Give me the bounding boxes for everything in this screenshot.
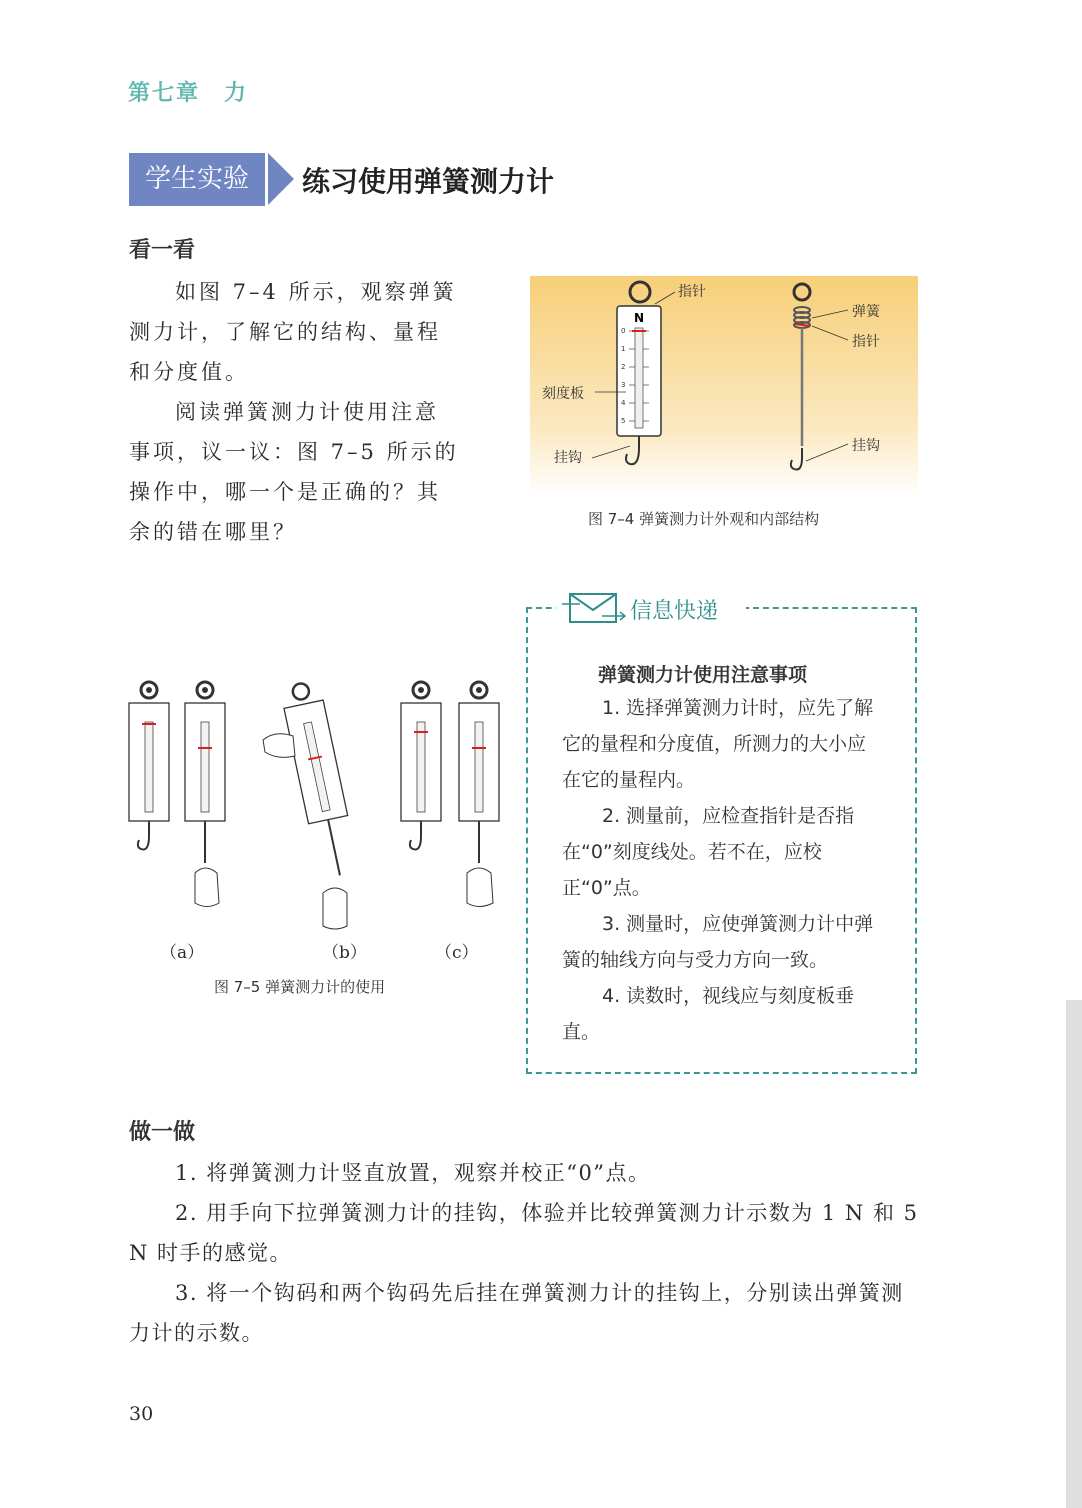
scale-c-2: [459, 682, 499, 907]
hand-b-bottom: [323, 888, 347, 929]
figure-7-4-caption: 图 7–4 弹簧测力计外观和内部结构: [588, 510, 820, 528]
tick-4: 4: [621, 399, 626, 407]
side-tab: [1066, 1000, 1082, 1508]
label-hook-2: 挂钩: [852, 438, 880, 454]
doit-item-2: 2. 用手向下拉弹簧测力计的挂钩，体验并比较弹簧测力计示数为 1 N 和 5 N 时手的感觉。: [129, 1201, 919, 1265]
info-title: 弹簧测力计使用注意事项: [598, 664, 808, 686]
chapter-title: 第七章 力: [128, 80, 249, 106]
info-item-3: 3. 测量时，应使弹簧测力计中弹簧的轴线方向与受力方向一致。: [562, 913, 874, 971]
tick-0: 0: [621, 327, 626, 335]
envelope-icon: [562, 590, 628, 626]
scale-b: [280, 680, 360, 880]
label-hook: 挂钩: [554, 450, 582, 466]
hand-b-top: [263, 734, 295, 758]
look-heading: 看一看: [129, 238, 196, 263]
label-spring: 弹簧: [852, 304, 880, 320]
doit-heading: 做一做: [129, 1120, 196, 1145]
lab-title: 练习使用弹簧测力计: [302, 165, 555, 198]
tick-3: 3: [621, 381, 626, 389]
tick-2: 2: [621, 363, 626, 371]
figure-7-4: [530, 276, 918, 496]
lab-tag-arrow: [268, 153, 294, 205]
tick-5: 5: [621, 417, 626, 425]
scale-a-2: [185, 682, 225, 907]
lab-tag: 学生实验: [129, 153, 265, 206]
doit-item-1: 1. 将弹簧测力计竖直放置，观察并校正“0”点。: [175, 1161, 651, 1185]
look-paragraph-1: 如图 7–4 所示，观察弹簧测力计，了解它的结构、量程和分度值。: [129, 280, 457, 384]
figure-7-5-label-a: （a）: [160, 943, 205, 963]
info-list: [562, 690, 882, 1050]
info-item-1: 1. 选择弹簧测力计时，应先了解它的量程和分度值，所测力的大小应在它的量程内。: [562, 697, 874, 791]
tick-1: 1: [621, 345, 626, 353]
figure-7-5-caption: 图 7–5 弹簧测力计的使用: [214, 978, 386, 996]
figure-7-5-label-c: （c）: [435, 943, 479, 963]
scale-a-1: [129, 682, 169, 849]
label-pointer: 指针: [678, 284, 706, 300]
info-item-2: 2. 测量前，应检查指针是否指在“0”刻度线处。若不在，应校正“0”点。: [562, 805, 855, 899]
label-scale: 刻度板: [542, 386, 584, 402]
info-label: 信息快递: [630, 599, 719, 624]
page-number: 30: [129, 1403, 154, 1425]
info-item-4: 4. 读数时，视线应与刻度板垂直。: [562, 985, 855, 1043]
unit-label: N: [634, 311, 645, 325]
look-text: [129, 272, 459, 552]
look-paragraph-2: 阅读弹簧测力计使用注意事项，议一议：图 7–5 所示的操作中，哪一个是正确的？其余的错在哪里？: [129, 400, 459, 544]
label-pointer-2: 指针: [852, 334, 880, 350]
doit-item-3: 3. 将一个钩码和两个钩码先后挂在弹簧测力计的挂钩上，分别读出弹簧测力计的示数。: [129, 1281, 904, 1345]
figure-7-5-label-b: （b）: [322, 943, 367, 963]
doit-list: [129, 1153, 919, 1353]
scale-c-1: [401, 682, 441, 849]
figure-7-5: [125, 678, 510, 938]
